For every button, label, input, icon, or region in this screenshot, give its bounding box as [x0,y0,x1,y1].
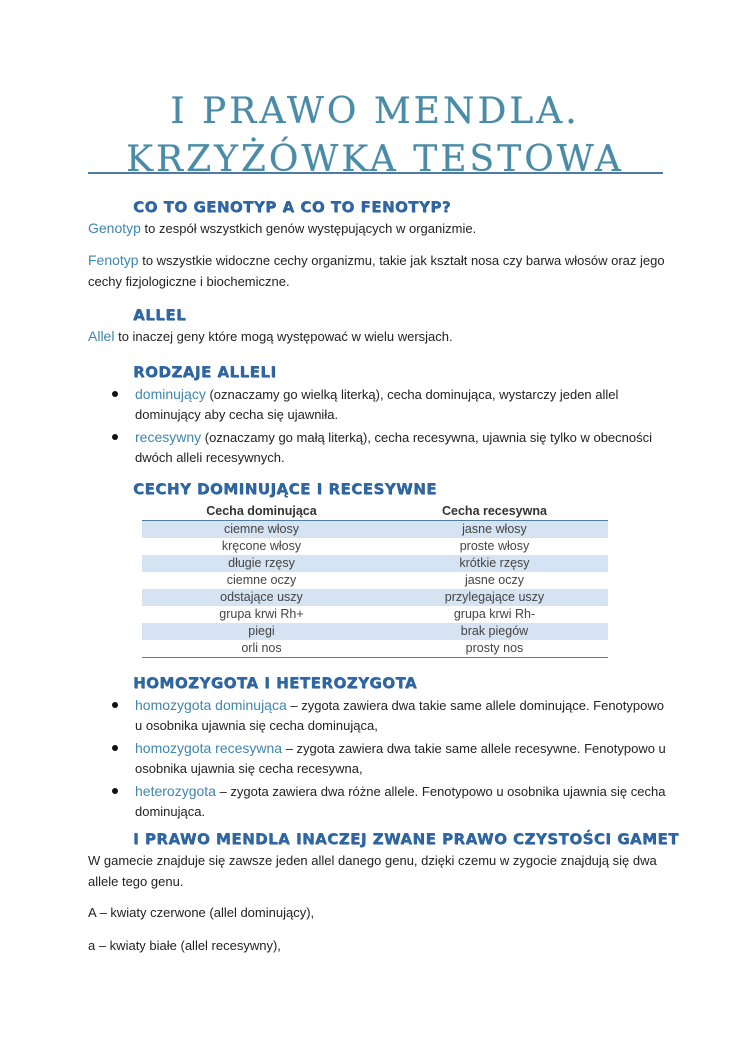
dominant-trait-cell: ciemne oczy [226,573,297,587]
title-divider [88,172,663,174]
dominant-trait-cell: ciemne włosy [142,521,381,539]
genotype-term: Genotyp [88,220,141,236]
dominant-term: dominujący [135,386,206,402]
table-row [142,538,608,555]
column-header-dominant: Cecha dominująca [142,502,381,521]
genotype-definition: to zespół wszystkich genów występujących w organizmie. [140,221,477,236]
recessive-trait-cell: brak piegów [381,623,608,640]
page-title [88,88,662,184]
homozygote-dominant-term: homozygota dominująca [135,697,287,713]
list-item [112,738,667,779]
heading-allele-types: RODZAJE ALLELI [133,363,277,381]
list-item [112,427,667,468]
recessive-trait-cell: jasne włosy [381,521,608,539]
table-row [142,606,608,623]
heterozygote-term: heterozygota [135,783,216,799]
table-row [142,640,608,658]
dominant-trait-cell: długie rzęsy [142,555,381,572]
bullet-icon [112,745,118,751]
bullet-icon [112,391,118,397]
traits-table-body [142,521,608,658]
table-row [142,555,608,572]
recessive-trait-cell: jasne oczy [464,573,524,587]
heterozygote-description: – zygota zawiera dwa różne allele. Fenotypowo u osobnika ujawnia się cecha dominująca. [135,784,666,819]
heading-zygotes: HOMOZYGOTA I HETEROZYGOTA [133,674,418,692]
genotype-paragraph [88,218,668,239]
bullet-icon [112,702,118,708]
dominant-trait-cell: orli nos [142,640,381,658]
homozygote-dominant-description: – zygota zawiera dwa takie same allele dominujące. Fenotypowo u osobnika ujawnia się cecha dominująca, [135,698,664,733]
table-header-row [142,502,608,521]
recessive-trait-cell: proste włosy [459,539,530,553]
bullet-icon [112,434,118,440]
table-row [142,572,608,589]
allel-term: Allel [88,328,115,344]
title-line-2: KRZYŻÓWKA TESTOWA [126,139,624,180]
list-item [112,781,667,822]
list-item [112,695,667,736]
dominant-trait-cell: grupa krwi Rh+ [219,607,304,621]
homozygote-recessive-term: homozygota recesywna [135,740,283,756]
recessive-trait-cell: krótkie rzęsy [381,555,608,572]
bullet-icon [112,788,118,794]
phenotype-term: Fenotyp [88,252,139,268]
recessive-description: (oznaczamy go małą literką), cecha recesywna, ujawnia się tylko w obecności dwóch alleli recesywnych. [135,430,653,465]
mendel-paragraph: W gamecie znajduje się zawsze jeden allel danego genu, dzięki czemu w zygocie znajdują się dwa allele tego genu. [88,853,657,889]
recessive-trait-cell: grupa krwi Rh- [453,607,536,621]
recessive-trait-cell: przylegające uszy [381,589,608,606]
allele-types-list [112,384,667,468]
recessive-term: recesywny [135,429,202,445]
dominant-trait-cell: piegi [142,623,381,640]
list-item [112,384,667,425]
dominant-description: (oznaczamy go wielką literką), cecha dominująca, wystarczy jeden allel dominujący aby cecha się ujawniła. [135,387,619,422]
dominant-trait-cell: kręcone włosy [221,539,302,553]
table-row [142,521,608,539]
table-row [142,589,608,606]
dominant-trait-cell: odstające uszy [142,589,381,606]
zygote-list [112,695,667,822]
heading-mendel-law: I PRAWO MENDLA INACZEJ ZWANE PRAWO CZYSTOŚCI GAMET [133,830,679,848]
traits-table [142,502,608,658]
allele-a-lower-line: a – kwiaty białe (allel recesywny), [88,938,281,953]
phenotype-definition: to wszystkie widoczne cechy organizmu, takie jak kształt nosa czy barwa włosów oraz jego cechy fizjologiczne i biochemiczne. [88,253,665,289]
homozygote-recessive-description: – zygota zawiera dwa takie same allele recesywne. Fenotypowo u osobnika ujawnia się cecha recesywna, [135,741,666,776]
phenotype-paragraph [88,250,668,292]
allele-a-upper-line: A – kwiaty czerwone (allel dominujący), [88,905,315,920]
heading-allel: ALLEL [133,306,187,324]
allel-paragraph [88,326,668,347]
table-row [142,623,608,640]
title-line-1: I PRAWO MENDLA. [170,91,580,132]
heading-traits: CECHY DOMINUJĄCE I RECESYWNE [133,480,437,498]
column-header-recessive: Cecha recesywna [381,502,608,521]
allel-definition: to inaczej geny które mogą występować w wielu wersjach. [114,329,453,344]
heading-genotype-phenotype: CO TO GENOTYP A CO TO FENOTYP? [133,198,451,216]
recessive-trait-cell: prosty nos [381,640,608,658]
